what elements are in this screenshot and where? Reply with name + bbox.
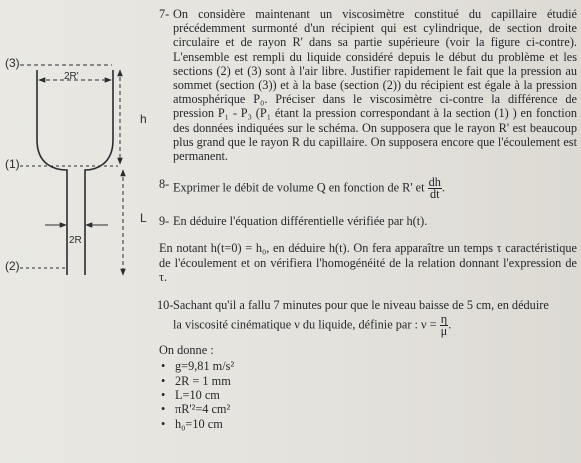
question-number: 9-: [159, 214, 170, 229]
fraction-dh-dt: [428, 177, 442, 200]
question-text: En déduire l'équation différentielle vérifiée par h(t).: [173, 214, 428, 229]
label-capillary-diameter: 2R: [69, 235, 82, 246]
question-10: [159, 298, 577, 337]
question-8: [159, 177, 577, 200]
label-length-L: L: [140, 211, 147, 225]
given-list: [159, 359, 577, 430]
question-text-end: .: [441, 180, 445, 195]
fraction-numerator: η: [440, 312, 448, 327]
fraction-denominator: μ: [440, 324, 448, 339]
label-section-2: (2): [5, 259, 20, 273]
question-text: Sachant qu'il a fallu 7 minutes pour que le niveau baisse de 5 cm, en déduire: [173, 298, 549, 313]
given-item: • L=10 cm: [159, 388, 577, 402]
fraction-numerator: dh: [428, 175, 441, 190]
question-number: 10-: [157, 298, 174, 313]
question-text-line-2: la viscosité cinématique ν du liquide, définie par : ν =: [173, 317, 437, 332]
question-number: 8-: [159, 177, 170, 192]
question-9-followup: [159, 241, 577, 284]
label-height-h: h: [140, 112, 147, 126]
viscometer-diagram: [0, 0, 160, 463]
question-9: [159, 214, 577, 228]
label-section-3: (3): [5, 56, 20, 70]
followup-text: En notant h(t=0) = h₀, en déduire h(t). On fera apparaître un temps τ caractéristique de l'écoulement et on vérifiera l'homogénéité de la relation donnant l'expression de τ.: [159, 241, 577, 284]
label-reservoir-diameter: 2R': [64, 71, 79, 82]
given-item: • g=9,81 m/s²: [159, 359, 577, 373]
question-text: Exprimer le débit de volume Q en fonction de R' et: [173, 180, 425, 195]
given-item: • 2R = 1 mm: [159, 374, 577, 388]
questions-column: [159, 7, 577, 431]
vessel-right-wall: [85, 70, 113, 275]
question-7: [159, 7, 577, 163]
question-text-end: .: [448, 317, 452, 332]
fraction-eta-mu: [440, 312, 452, 339]
fraction-denominator: dt: [429, 187, 440, 202]
given-item: • πR'²=4 cm²: [159, 402, 577, 416]
question-text: On considère maintenant un viscosimètre constitué du capillaire étudié précédemment surmonté d'un récipient qui est cylindrique, de section droite circulaire et de rayon R' dans sa partie supérieure (voir la figure ci-contre). L'ensemble est rempli du liquide considéré depuis le début du problème et les sections (2) et (3) sont à l'air libre. Justifier rapidement le fait que la pression au sommet (section (3)) et à la base (section (2)) du récipient est égale à la pression atmosphérique P₀. Préciser dans le viscosimètre ci-contre la différence de pression P₁ - P₃ (P₁ étant la pression correspondant à la section (1) ) en fonction des données indiquées sur le schéma. On supposera que le rayon R' est beaucoup plus grand que le rayon R du capillaire. On supposera encore que l'écoulement est permanent.: [173, 7, 577, 164]
given-item: • h₀=10 cm: [159, 417, 577, 431]
given-heading: On donne :: [159, 343, 214, 358]
given-data: [159, 343, 577, 431]
label-section-1: (1): [5, 157, 20, 171]
question-number: 7-: [159, 7, 170, 21]
vessel-left-wall: [37, 70, 67, 275]
viscometer-figure: [0, 0, 160, 463]
